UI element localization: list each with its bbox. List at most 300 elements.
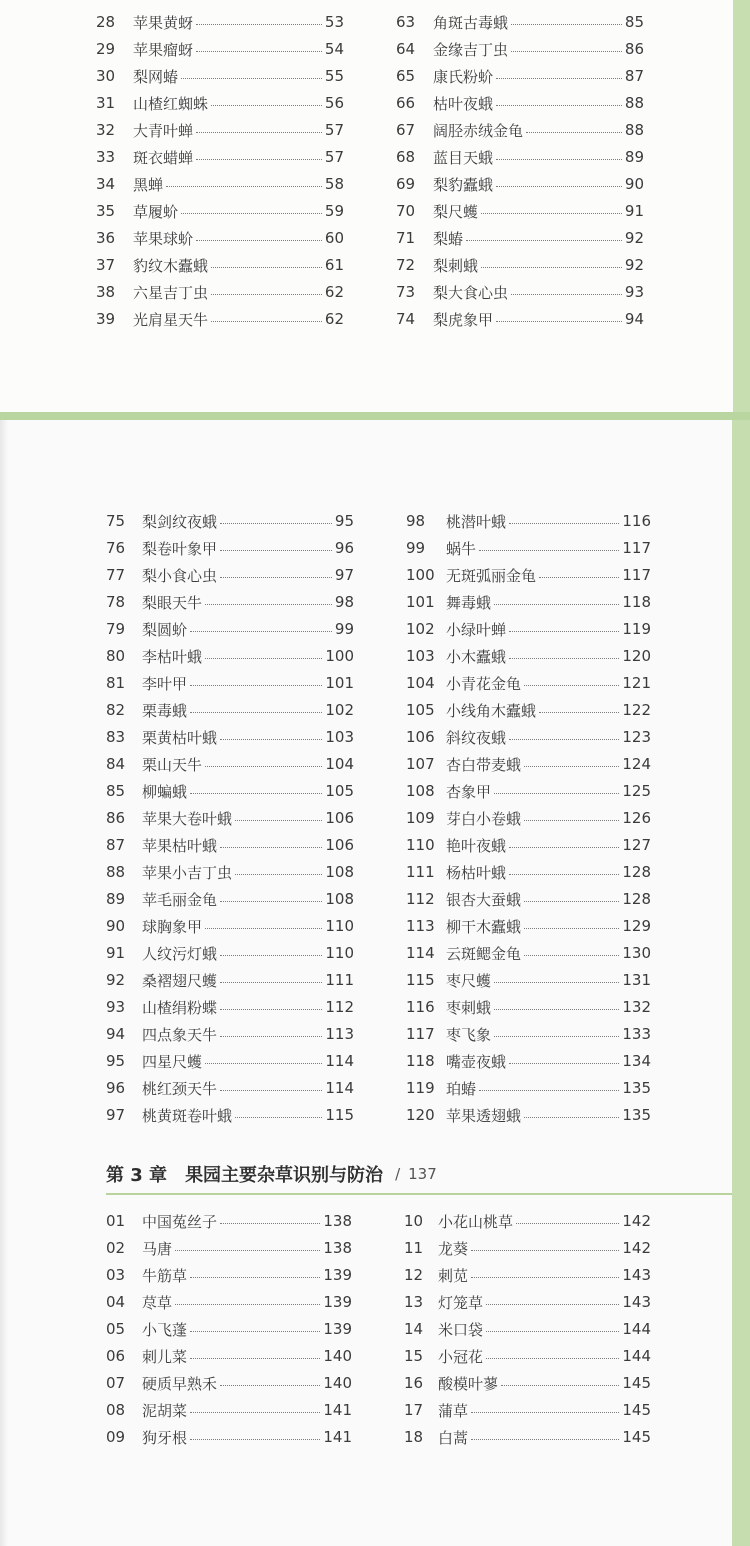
entry-title: 梨网蝽 <box>133 67 179 86</box>
entry-number: 106 <box>406 728 435 746</box>
entry-title: 银杏大蚕蛾 <box>446 890 522 909</box>
toc-entry <box>106 779 354 803</box>
entry-page-number: 135 <box>622 1106 651 1124</box>
dot-leader <box>471 1276 619 1278</box>
entry-title: 灯笼草 <box>438 1293 484 1312</box>
entry-page-number: 114 <box>325 1079 354 1097</box>
dot-leader <box>471 1411 619 1413</box>
entry-number: 101 <box>406 593 435 611</box>
entry-page-number: 129 <box>622 917 651 935</box>
toc-entry <box>106 1398 352 1422</box>
entry-title: 梨虎象甲 <box>433 310 494 329</box>
toc-entry <box>96 10 344 34</box>
entry-number: 39 <box>96 310 116 328</box>
entry-page-number: 58 <box>324 175 344 193</box>
entry-page-number: 141 <box>323 1401 352 1419</box>
entry-number: 38 <box>96 283 116 301</box>
entry-number: 88 <box>106 863 126 881</box>
entry-number: 85 <box>106 782 126 800</box>
entry-title: 梨圆蚧 <box>142 620 188 639</box>
dot-leader <box>501 1384 619 1386</box>
toc-entry <box>96 226 344 250</box>
entry-page-number: 89 <box>624 148 644 166</box>
entry-page-number: 128 <box>622 890 651 908</box>
entry-title: 牛筋草 <box>142 1266 188 1285</box>
dot-leader <box>190 630 332 632</box>
dot-leader <box>486 1303 619 1305</box>
entry-title: 云斑鳃金龟 <box>446 944 522 963</box>
entry-title: 斜纹夜蛾 <box>446 728 507 747</box>
entry-page-number: 113 <box>325 1025 354 1043</box>
entry-title: 小绿叶蝉 <box>446 620 507 639</box>
entry-number: 107 <box>406 755 435 773</box>
dot-leader <box>496 185 622 187</box>
entry-page-number: 115 <box>325 1106 354 1124</box>
entry-number: 18 <box>404 1428 424 1446</box>
entry-page-number: 91 <box>624 202 644 220</box>
toc-entry <box>96 172 344 196</box>
toc-entry <box>96 118 344 142</box>
dot-leader <box>220 954 322 956</box>
toc-entry <box>96 91 344 115</box>
toc-entry <box>406 1049 651 1073</box>
dot-leader <box>509 522 619 524</box>
dot-leader <box>509 738 619 740</box>
entry-number: 80 <box>106 647 126 665</box>
entry-title: 桃黄斑卷叶蛾 <box>142 1106 233 1125</box>
entry-number: 98 <box>406 512 426 530</box>
toc-entry <box>406 941 651 965</box>
entry-page-number: 140 <box>323 1374 352 1392</box>
entry-number: 04 <box>106 1293 126 1311</box>
entry-page-number: 121 <box>622 674 651 692</box>
entry-title: 桃红颈天牛 <box>142 1079 218 1098</box>
dot-leader <box>205 657 322 659</box>
entry-title: 嘴壶夜蛾 <box>446 1052 507 1071</box>
entry-number: 31 <box>96 94 116 112</box>
entry-title: 康氏粉蚧 <box>433 67 494 86</box>
entry-title: 梨尺蠖 <box>433 202 479 221</box>
toc-entry <box>96 64 344 88</box>
entry-page-number: 60 <box>324 229 344 247</box>
entry-title: 舞毒蛾 <box>446 593 492 612</box>
entry-title: 枣飞象 <box>446 1025 492 1044</box>
dot-leader <box>235 1116 322 1118</box>
dot-leader <box>496 320 622 322</box>
dot-leader <box>524 954 619 956</box>
entry-number: 115 <box>406 971 435 989</box>
dot-leader <box>509 846 619 848</box>
toc-entry <box>106 887 354 911</box>
entry-number: 16 <box>404 1374 424 1392</box>
dot-leader <box>509 1062 619 1064</box>
dot-leader <box>539 576 619 578</box>
toc-entry <box>404 1344 651 1368</box>
toc-entry <box>396 118 644 142</box>
entry-page-number: 118 <box>622 593 651 611</box>
entry-page-number: 108 <box>325 863 354 881</box>
dot-leader <box>479 1089 619 1091</box>
dot-leader <box>196 239 322 241</box>
entry-title: 苹果大卷叶蛾 <box>142 809 233 828</box>
toc-entry <box>106 1022 354 1046</box>
toc-entry <box>106 1371 352 1395</box>
entry-page-number: 112 <box>325 998 354 1016</box>
dot-leader <box>486 1330 619 1332</box>
toc-entry <box>406 509 651 533</box>
dot-leader <box>205 603 332 605</box>
entry-number: 37 <box>96 256 116 274</box>
dot-leader <box>190 1411 320 1413</box>
entry-page-number: 92 <box>624 229 644 247</box>
entry-number: 33 <box>96 148 116 166</box>
entry-number: 110 <box>406 836 435 854</box>
dot-leader <box>181 77 322 79</box>
entry-title: 桃潜叶蛾 <box>446 512 507 531</box>
dot-leader <box>190 1357 320 1359</box>
entry-number: 108 <box>406 782 435 800</box>
toc-entry <box>106 1049 354 1073</box>
dot-leader <box>196 131 322 133</box>
entry-title: 苹毛丽金龟 <box>142 890 218 909</box>
entry-title: 杨枯叶蛾 <box>446 863 507 882</box>
entry-number: 84 <box>106 755 126 773</box>
dot-leader <box>190 1276 320 1278</box>
dot-leader <box>539 711 619 713</box>
entry-number: 68 <box>396 148 416 166</box>
entry-number: 81 <box>106 674 126 692</box>
toc-entry <box>106 1263 352 1287</box>
toc-entry <box>404 1236 651 1260</box>
entry-page-number: 95 <box>334 512 354 530</box>
entry-page-number: 114 <box>325 1052 354 1070</box>
entry-number: 34 <box>96 175 116 193</box>
entry-title: 小木蠹蛾 <box>446 647 507 666</box>
entry-page-number: 97 <box>334 566 354 584</box>
dot-leader <box>190 684 322 686</box>
entry-page-number: 120 <box>622 647 651 665</box>
entry-title: 梨大食心虫 <box>433 283 509 302</box>
toc-entry <box>96 145 344 169</box>
entry-title: 小冠花 <box>438 1347 484 1366</box>
entry-page-number: 143 <box>622 1293 651 1311</box>
entry-number: 12 <box>404 1266 424 1284</box>
dot-leader <box>509 630 619 632</box>
toc-entry <box>396 226 644 250</box>
entry-page-number: 123 <box>622 728 651 746</box>
dot-leader <box>524 900 619 902</box>
entry-title: 马唐 <box>142 1239 173 1258</box>
dot-leader <box>471 1249 619 1251</box>
entry-title: 大青叶蝉 <box>133 121 194 140</box>
dot-leader <box>175 1249 320 1251</box>
entry-title: 小飞蓬 <box>142 1320 188 1339</box>
entry-number: 87 <box>106 836 126 854</box>
entry-number: 112 <box>406 890 435 908</box>
entry-number: 78 <box>106 593 126 611</box>
page-shadow <box>0 420 8 1546</box>
dot-leader <box>220 522 332 524</box>
toc-entry <box>106 1236 352 1260</box>
entry-number: 119 <box>406 1079 435 1097</box>
entry-page-number: 142 <box>622 1212 651 1230</box>
entry-title: 中国菟丝子 <box>142 1212 218 1231</box>
entry-page-number: 126 <box>622 809 651 827</box>
chapter-title: 果园主要杂草识别与防治 <box>185 1165 384 1186</box>
entry-title: 蒲草 <box>438 1401 469 1420</box>
entry-page-number: 88 <box>624 121 644 139</box>
entry-title: 四点象天牛 <box>142 1025 218 1044</box>
toc-entry <box>406 914 651 938</box>
toc-entry <box>106 914 354 938</box>
entry-title: 芽白小卷蛾 <box>446 809 522 828</box>
dot-leader <box>524 765 619 767</box>
dot-leader <box>526 131 622 133</box>
entry-title: 阔胫赤绒金龟 <box>433 121 524 140</box>
entry-title: 蓝目天蛾 <box>433 148 494 167</box>
entry-title: 四星尺蠖 <box>142 1052 203 1071</box>
entry-page-number: 100 <box>325 647 354 665</box>
entry-number: 05 <box>106 1320 126 1338</box>
toc-entry <box>106 536 354 560</box>
entry-number: 118 <box>406 1052 435 1070</box>
dot-leader <box>190 792 322 794</box>
toc-entry <box>396 280 644 304</box>
entry-title: 梨剑纹夜蛾 <box>142 512 218 531</box>
dot-leader <box>220 549 332 551</box>
entry-number: 90 <box>106 917 126 935</box>
dot-leader <box>471 1438 619 1440</box>
toc-entry <box>106 968 354 992</box>
entry-page-number: 54 <box>324 40 344 58</box>
entry-number: 77 <box>106 566 126 584</box>
entry-number: 103 <box>406 647 435 665</box>
toc-entry <box>406 833 651 857</box>
entry-page-number: 99 <box>334 620 354 638</box>
entry-title: 刺儿菜 <box>142 1347 188 1366</box>
entry-number: 65 <box>396 67 416 85</box>
entry-page-number: 145 <box>622 1374 651 1392</box>
dot-leader <box>211 266 322 268</box>
entry-title: 金缘吉丁虫 <box>433 40 509 59</box>
entry-page-number: 61 <box>324 256 344 274</box>
toc-entry <box>106 1290 352 1314</box>
toc-entry <box>406 536 651 560</box>
dot-leader <box>494 981 619 983</box>
entry-page-number: 111 <box>325 971 354 989</box>
dot-leader <box>190 711 322 713</box>
entry-number: 109 <box>406 809 435 827</box>
toc-entry <box>404 1263 651 1287</box>
toc-entry <box>96 199 344 223</box>
toc-entry <box>106 1317 352 1341</box>
entry-number: 30 <box>96 67 116 85</box>
entry-title: 杏白带麦蛾 <box>446 755 522 774</box>
entry-title: 桑褶翅尺蠖 <box>142 971 218 990</box>
entry-page-number: 57 <box>324 148 344 166</box>
dot-leader <box>220 576 332 578</box>
entry-number: 113 <box>406 917 435 935</box>
entry-title: 泥胡菜 <box>142 1401 188 1420</box>
entry-title: 山楂绢粉蝶 <box>142 998 218 1017</box>
entry-page-number: 85 <box>624 13 644 31</box>
entry-number: 11 <box>404 1239 424 1257</box>
entry-page-number: 139 <box>323 1320 352 1338</box>
entry-page-number: 105 <box>325 782 354 800</box>
toc-entry <box>106 752 354 776</box>
entry-page-number: 122 <box>622 701 651 719</box>
entry-title: 球胸象甲 <box>142 917 203 936</box>
dot-leader <box>494 603 619 605</box>
entry-number: 67 <box>396 121 416 139</box>
entry-title: 黑蝉 <box>133 175 164 194</box>
entry-number: 95 <box>106 1052 126 1070</box>
toc-entry <box>406 995 651 1019</box>
dot-leader <box>181 212 322 214</box>
entry-title: 硬质早熟禾 <box>142 1374 218 1393</box>
entry-number: 02 <box>106 1239 126 1257</box>
entry-title: 李叶甲 <box>142 674 188 693</box>
entry-title: 枣刺蛾 <box>446 998 492 1017</box>
dot-leader <box>175 1303 320 1305</box>
entry-number: 35 <box>96 202 116 220</box>
dot-leader <box>524 1116 619 1118</box>
entry-number: 82 <box>106 701 126 719</box>
dot-leader <box>220 1008 322 1010</box>
dot-leader <box>211 293 322 295</box>
entry-page-number: 57 <box>324 121 344 139</box>
entry-number: 17 <box>404 1401 424 1419</box>
entry-title: 枣尺蠖 <box>446 971 492 990</box>
dot-leader <box>486 1357 619 1359</box>
dot-leader <box>196 23 322 25</box>
entry-number: 13 <box>404 1293 424 1311</box>
toc-entry <box>406 887 651 911</box>
entry-page-number: 141 <box>323 1428 352 1446</box>
toc-entry <box>396 253 644 277</box>
entry-number: 28 <box>96 13 116 31</box>
entry-number: 36 <box>96 229 116 247</box>
entry-page-number: 106 <box>325 836 354 854</box>
page-edge-green <box>733 0 750 412</box>
dot-leader <box>190 1438 320 1440</box>
toc-entry <box>406 779 651 803</box>
toc-entry <box>396 199 644 223</box>
dot-leader <box>481 212 622 214</box>
toc-entry <box>396 172 644 196</box>
entry-title: 酸模叶蓼 <box>438 1374 499 1393</box>
dot-leader <box>205 765 322 767</box>
dot-leader <box>494 1008 619 1010</box>
entry-number: 117 <box>406 1025 435 1043</box>
dot-leader <box>220 900 322 902</box>
entry-title: 梨豹蠹蛾 <box>433 175 494 194</box>
dot-leader <box>220 1089 322 1091</box>
toc-entry <box>106 995 354 1019</box>
entry-page-number: 145 <box>622 1401 651 1419</box>
entry-title: 龙葵 <box>438 1239 469 1258</box>
entry-number: 92 <box>106 971 126 989</box>
dot-leader <box>220 738 322 740</box>
toc-entry <box>404 1317 651 1341</box>
entry-title: 山楂红蜘蛛 <box>133 94 209 113</box>
toc-entry <box>406 752 651 776</box>
entry-number: 10 <box>404 1212 424 1230</box>
entry-title: 草履蚧 <box>133 202 179 221</box>
toc-entry <box>396 10 644 34</box>
entry-page-number: 119 <box>622 620 651 638</box>
entry-page-number: 143 <box>622 1266 651 1284</box>
dot-leader <box>496 77 622 79</box>
toc-entry <box>106 1209 352 1233</box>
dot-leader <box>516 1222 619 1224</box>
entry-page-number: 128 <box>622 863 651 881</box>
entry-number: 83 <box>106 728 126 746</box>
dot-leader <box>196 158 322 160</box>
entry-title: 小线角木蠹蛾 <box>446 701 537 720</box>
entry-title: 梨小食心虫 <box>142 566 218 585</box>
toc-entry <box>406 617 651 641</box>
entry-title: 柳蝙蛾 <box>142 782 188 801</box>
entry-number: 100 <box>406 566 435 584</box>
toc-entry <box>96 253 344 277</box>
entry-number: 06 <box>106 1347 126 1365</box>
entry-page-number: 92 <box>624 256 644 274</box>
entry-page-number: 103 <box>325 728 354 746</box>
entry-number: 29 <box>96 40 116 58</box>
dot-leader <box>166 185 322 187</box>
toc-entry <box>106 1103 354 1127</box>
toc-entry <box>404 1290 651 1314</box>
toc-entry <box>106 725 354 749</box>
dot-leader <box>235 873 322 875</box>
dot-leader <box>211 320 322 322</box>
entry-page-number: 59 <box>324 202 344 220</box>
dot-leader <box>511 23 622 25</box>
entry-title: 栗山天牛 <box>142 755 203 774</box>
toc-entry <box>106 941 354 965</box>
toc-entry <box>406 698 651 722</box>
toc-entry <box>106 644 354 668</box>
toc-entry <box>106 617 354 641</box>
dot-leader <box>220 846 322 848</box>
entry-title: 六星吉丁虫 <box>133 283 209 302</box>
chapter-page: 137 <box>408 1165 437 1183</box>
dot-leader <box>524 819 619 821</box>
toc-entry <box>396 64 644 88</box>
entry-number: 75 <box>106 512 126 530</box>
entry-page-number: 110 <box>325 944 354 962</box>
entry-title: 柳干木蠹蛾 <box>446 917 522 936</box>
dot-leader <box>205 1062 322 1064</box>
entry-page-number: 145 <box>622 1428 651 1446</box>
toc-entry <box>406 563 651 587</box>
entry-number: 94 <box>106 1025 126 1043</box>
dot-leader <box>235 819 322 821</box>
dot-leader <box>190 1330 320 1332</box>
entry-page-number: 125 <box>622 782 651 800</box>
entry-number: 72 <box>396 256 416 274</box>
toc-entry <box>106 833 354 857</box>
entry-number: 99 <box>406 539 426 557</box>
entry-title: 苹果透翅蛾 <box>446 1106 522 1125</box>
entry-page-number: 132 <box>622 998 651 1016</box>
toc-entry <box>404 1425 651 1449</box>
toc-entry <box>406 590 651 614</box>
entry-number: 105 <box>406 701 435 719</box>
dot-leader <box>524 927 619 929</box>
entry-page-number: 133 <box>622 1025 651 1043</box>
